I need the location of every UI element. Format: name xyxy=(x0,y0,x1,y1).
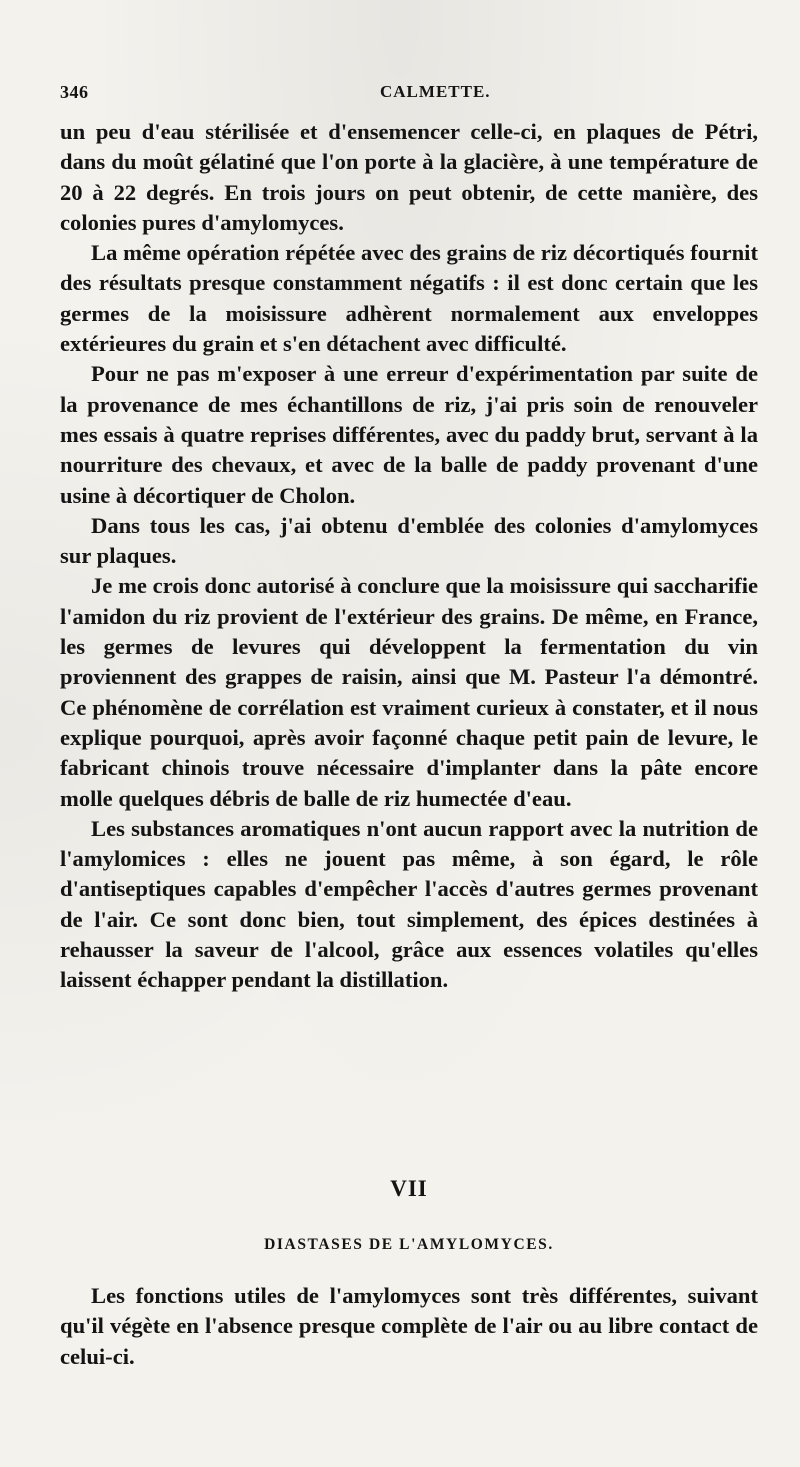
paragraph-continuation: un peu d'eau stérilisée et d'ensemencer celle-ci, en plaques de Pétri, dans du moût gélatiné que l'on porte à la glacière, à une température de 20 à 22 degrés. En trois jours on peut obtenir, de cette manière, des colonies pures d'amylomyces. xyxy=(60,119,758,235)
paragraph: Les substances aromatiques n'ont aucun rapport avec la nutrition de l'amylomices : elles ne jouent pas même, à son égard, le rôle d'antiseptiques capables d'empêcher l'accès d'autres germes provenant de l'air. Ce sont donc bien, tout simplement, des épices destinées à rehausser la saveur de l'alcool, grâce aux essences volatiles qu'elles laissent échapper pendant la distillation. xyxy=(60,815,758,993)
paragraph: Dans tous les cas, j'ai obtenu d'emblée des colonies d'amylomyces sur plaques. xyxy=(60,512,758,569)
paragraph: Je me crois donc autorisé à conclure que la moisissure qui saccharifie l'amidon du riz provient de l'extérieur des grains. De même, en France, les germes de levures qui développent la fermentation du vin proviennent des grappes de raisin, ainsi que M. Pasteur l'a démontré. Ce phénomène de corrélation est vraiment curieux à constater, et il nous explique pourquoi, après avoir façonné chaque petit pain de levure, le fabricant chinois trouve nécessaire d'implanter dans la pâte encore molle quelques débris de balle de riz humectée d'eau. xyxy=(60,573,758,811)
page-header xyxy=(60,82,760,112)
body-text xyxy=(60,117,758,996)
running-title: CALMETTE. xyxy=(380,82,491,101)
paragraph: Les fonctions utiles de l'amylomyces sont très différentes, suivant qu'il végète en l'absence presque complète de l'air ou au libre contact de celui-ci. xyxy=(60,1283,758,1369)
paragraph: La même opération répétée avec des grains de riz décortiqués fournit des résultats presque constamment négatifs : il est donc certain que les germes de la moisissure adhèrent normalement aux enveloppes extérieures du grain et s'en détachent avec difficulté. xyxy=(60,240,758,357)
section-heading: DIASTASES DE L'AMYLOMYCES. xyxy=(264,1236,554,1253)
paragraph: Pour ne pas m'exposer à une erreur d'expérimentation par suite de la provenance de mes échantillons de riz, j'ai pris soin de renouveler mes essais à quatre reprises différentes, avec du paddy brut, servant à la nourriture des chevaux, et avec de la balle de paddy provenant d'une usine à décortiquer de Cholon. xyxy=(60,361,758,508)
section-body xyxy=(60,1281,758,1372)
section-number: VII xyxy=(390,1176,428,1201)
page-number: 346 xyxy=(60,82,89,102)
